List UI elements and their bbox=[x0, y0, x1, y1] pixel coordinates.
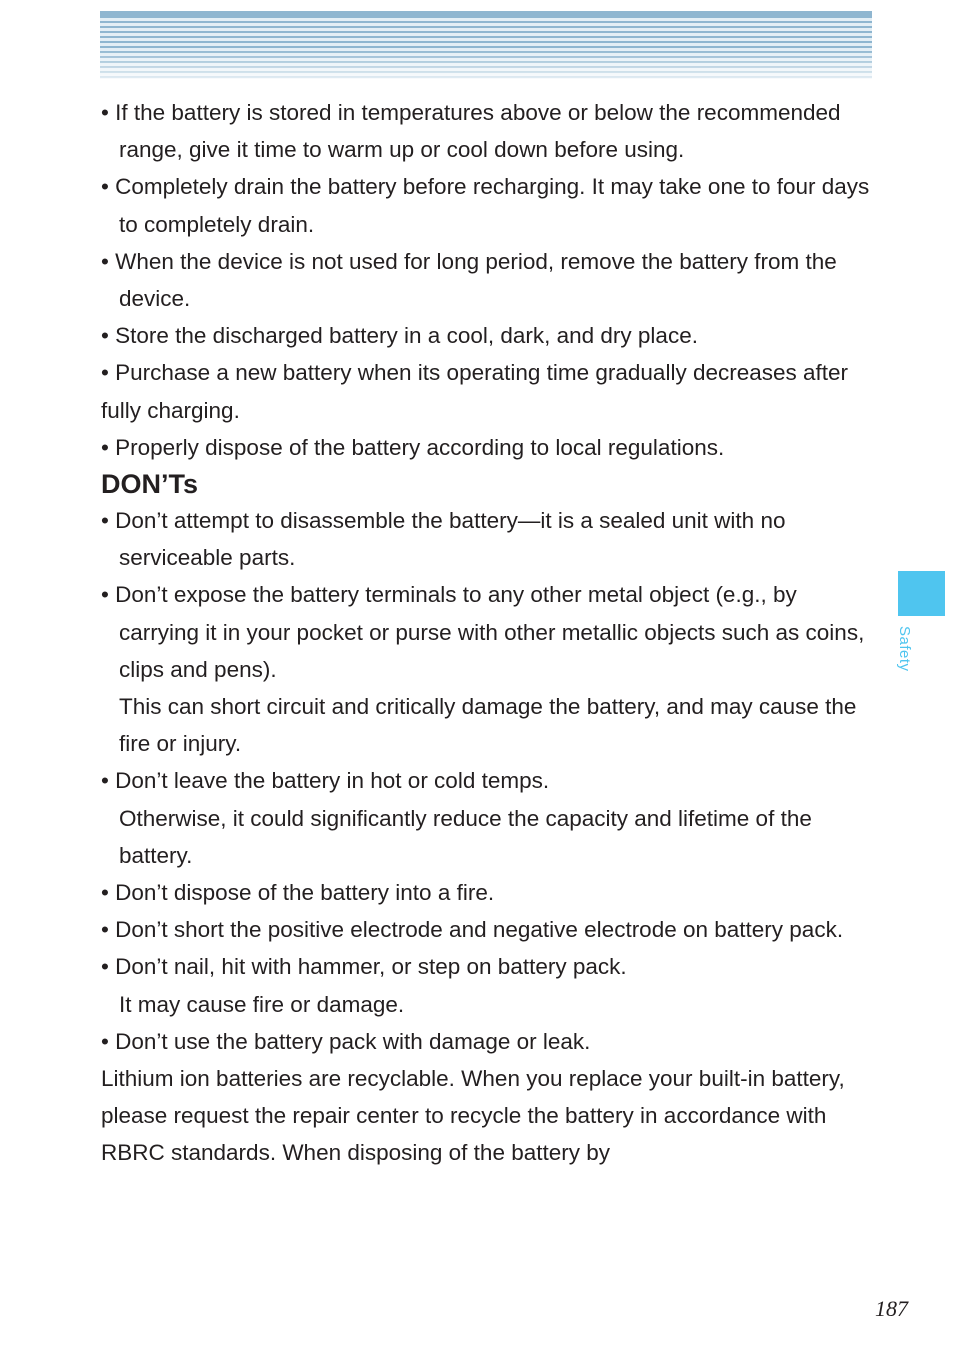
section-heading-donts: DON’Ts bbox=[101, 469, 199, 500]
section-tab-marker bbox=[898, 571, 945, 616]
page-number: 187 bbox=[875, 1296, 908, 1321]
list-item: • Purchase a new battery when its operating time gradually decreases after fully charging. bbox=[101, 360, 849, 423]
page-content bbox=[101, 94, 876, 1172]
list-item: • Properly dispose of the battery according to local regulations. bbox=[101, 434, 725, 460]
list-item: • Don’t short the positive electrode and negative electrode on battery pack. bbox=[101, 917, 844, 943]
list-item: • Don’t expose the battery terminals to any other metal object (e.g., by carrying it in your pocket or purse with other metallic objects such as coins, clips and pens). bbox=[101, 582, 865, 682]
recycling-paragraph: Lithium ion batteries are recyclable. When you replace your built-in battery, please request the repair center to recycle the battery in accordance with RBRC standards. When disposing of the battery by bbox=[101, 1066, 845, 1166]
list-item: • If the battery is stored in temperatures above or below the recommended range, give it time to warm up or cool down before using. bbox=[101, 100, 841, 163]
section-tab-label: Safety bbox=[896, 626, 913, 672]
list-item-continuation: Otherwise, it could significantly reduce the capacity and lifetime of the battery. bbox=[119, 805, 812, 868]
list-item-continuation: It may cause fire or damage. bbox=[119, 991, 405, 1017]
list-item-continuation: This can short circuit and critically damage the battery, and may cause the fire or injury. bbox=[119, 694, 857, 757]
list-item: • When the device is not used for long period, remove the battery from the device. bbox=[101, 248, 837, 312]
header-decoration-band bbox=[100, 11, 872, 79]
list-item: • Don’t use the battery pack with damage or leak. bbox=[101, 1028, 591, 1054]
list-item: • Don’t attempt to disassemble the battery—it is a sealed unit with no serviceable parts. bbox=[101, 508, 786, 571]
list-item: • Don’t leave the battery in hot or cold temps. bbox=[101, 768, 550, 794]
list-item: • Don’t dispose of the battery into a fire. bbox=[101, 880, 495, 906]
list-item: • Store the discharged battery in a cool, dark, and dry place. bbox=[101, 323, 698, 349]
list-item: • Completely drain the battery before recharging. It may take one to four days to completely drain. bbox=[101, 174, 870, 237]
list-item: • Don’t nail, hit with hammer, or step on battery pack. bbox=[101, 954, 627, 980]
